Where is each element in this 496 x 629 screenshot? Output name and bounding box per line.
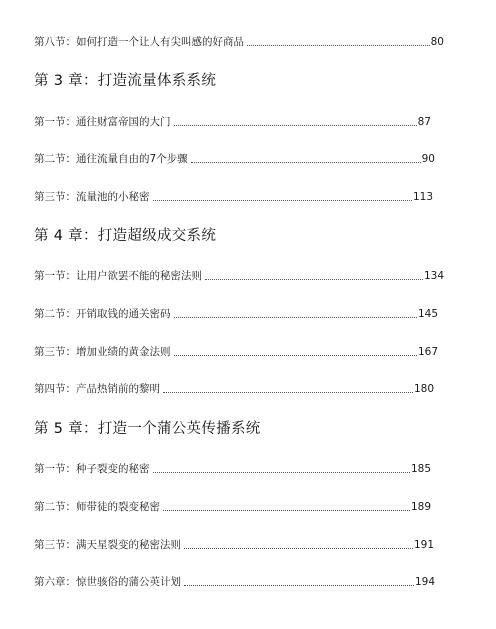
toc-page-number: 180 xyxy=(413,383,434,395)
toc-entry-ch4-sec1[interactable] xyxy=(34,267,444,283)
toc-entry-label: 第六章：惊世骇俗的蒲公英计划 xyxy=(34,576,181,588)
toc-page-number: 90 xyxy=(421,153,435,165)
toc-entry-label: 第二节：师带徒的裂变秘密 xyxy=(34,501,160,513)
toc-entry-ch5-sec3[interactable] xyxy=(34,536,434,552)
dot-leader xyxy=(163,510,410,511)
toc-entry-label: 第一节：通往财富帝国的大门 xyxy=(34,116,171,128)
dot-leader xyxy=(247,45,430,46)
toc-entry-label: 第三节：满天星裂变的秘密法则 xyxy=(34,539,181,551)
toc-entry-ch3-sec2[interactable] xyxy=(34,150,435,166)
toc-page-number: 189 xyxy=(410,501,431,513)
chapter-4-heading: 第 4 章：打造超级成交系统 xyxy=(34,228,217,244)
dot-leader xyxy=(163,392,413,393)
toc-entry-label: 第三节：流量池的小秘密 xyxy=(34,191,150,203)
dot-leader xyxy=(205,279,423,280)
toc-page-number: 87 xyxy=(417,116,431,128)
dot-leader xyxy=(174,125,417,126)
toc-entry-label: 第一节：让用户欲罢不能的秘密法则 xyxy=(34,270,202,282)
toc-entry-ch5-sec2[interactable] xyxy=(34,498,431,514)
toc-entry-label: 第八节：如何打造一个让人有尖叫感的好商品 xyxy=(34,36,244,48)
dot-leader xyxy=(191,162,421,163)
toc-entry-ch4-sec3[interactable] xyxy=(34,343,438,359)
toc-entry-label: 第二节：开销取钱的通关密码 xyxy=(34,308,171,320)
toc-entry-label: 第四节：产品热销前的黎明 xyxy=(34,383,160,395)
toc-entry-ch3-sec3[interactable] xyxy=(34,188,433,204)
dot-leader xyxy=(184,548,413,549)
toc-page-number: 191 xyxy=(413,539,434,551)
dot-leader xyxy=(153,200,412,201)
toc-entry-ch4-sec4[interactable] xyxy=(34,380,434,396)
dot-leader xyxy=(174,317,417,318)
chapter-3-heading: 第 3 章：打造流量体系系统 xyxy=(34,73,217,89)
chapter-5-heading: 第 5 章：打造一个蒲公英传播系统 xyxy=(34,421,261,437)
toc-page-number: 185 xyxy=(410,463,431,475)
toc-page-number: 113 xyxy=(412,191,433,203)
toc-page-number: 167 xyxy=(417,346,438,358)
toc-page-number: 145 xyxy=(417,308,438,320)
toc-entry-ch6[interactable] xyxy=(34,573,435,589)
toc-entry-ch2-sec8[interactable] xyxy=(34,33,444,49)
toc-entry-ch3-sec1[interactable] xyxy=(34,113,431,129)
toc-page-number: 194 xyxy=(414,576,435,588)
toc-entry-label: 第一节：种子裂变的秘密 xyxy=(34,463,150,475)
toc-page-number: 134 xyxy=(423,270,444,282)
toc-entry-ch5-sec1[interactable] xyxy=(34,460,431,476)
dot-leader xyxy=(184,585,414,586)
dot-leader xyxy=(174,355,417,356)
toc-entry-ch4-sec2[interactable] xyxy=(34,305,438,321)
toc-entry-label: 第三节：增加业绩的黄金法则 xyxy=(34,346,171,358)
dot-leader xyxy=(153,472,410,473)
toc-page-number: 80 xyxy=(430,36,444,48)
toc-entry-label: 第二节：通往流量自由的7个步骤 xyxy=(34,153,188,165)
